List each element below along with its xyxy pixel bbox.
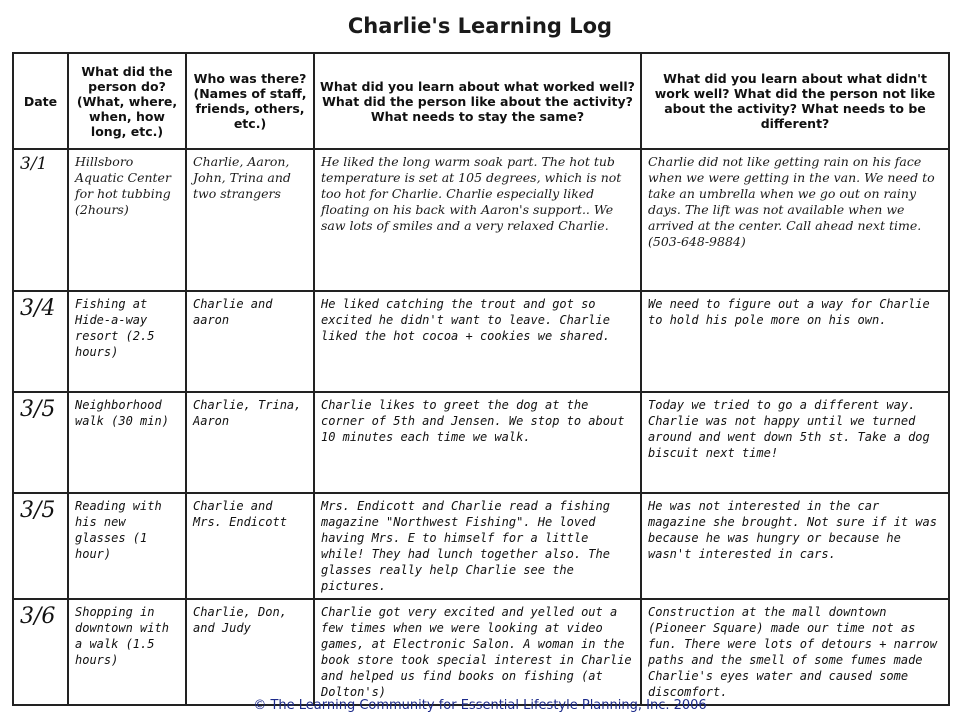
table-row xyxy=(13,493,949,599)
didnt-work-cell: He was not interested in the car magazine she brought. Not sure if it was because he was hungry or because he wasn't interested in cars. xyxy=(641,493,949,599)
who-cell: Charlie, Trina, Aaron xyxy=(186,392,314,493)
column-header-date: Date xyxy=(13,53,68,149)
date-cell xyxy=(13,493,68,599)
worked-well-cell: Mrs. Endicott and Charlie read a fishing magazine "Northwest Fishing". He loved having Mrs. E to himself for a little while! They had lunch together also. The glasses really help Charlie see the pictures. xyxy=(314,493,641,599)
date-value: 3/4 xyxy=(20,296,56,321)
table-row xyxy=(13,599,949,705)
worked-well-cell: He liked the long warm soak part. The hot tub temperature is set at 105 degrees, which is not too hot for Charlie. Charlie especially liked floating on his back with Aaron's support.. We saw lots of smiles and a very relaxed Charlie. xyxy=(314,149,641,291)
date-cell xyxy=(13,291,68,392)
date-cell xyxy=(13,392,68,493)
column-header-who: Who was there? (Names of staff, friends, others, etc.) xyxy=(186,53,314,149)
activity-cell: Neighborhood walk (30 min) xyxy=(68,392,186,493)
date-value: 3/5 xyxy=(20,397,56,422)
who-cell: Charlie and Mrs. Endicott xyxy=(186,493,314,599)
copyright-footer: © The Learning Community for Essential Lifestyle Planning, Inc. 2006 xyxy=(253,698,707,713)
column-header-didnt-work: What did you learn about what didn't work well? What did the person not like about the activity? What needs to be different? xyxy=(641,53,949,149)
worked-well-cell: He liked catching the trout and got so excited he didn't want to leave. Charlie liked the hot cocoa + cookies we shared. xyxy=(314,291,641,392)
activity-cell: Shopping in downtown with a walk (1.5 hours) xyxy=(68,599,186,705)
didnt-work-cell: Charlie did not like getting rain on his face when we were getting in the van. We need to take an umbrella when we go out on rainy days. The lift was not available when we arrived at the center. Call ahead next time. (503-648-9884) xyxy=(641,149,949,291)
activity-cell: Reading with his new glasses (1 hour) xyxy=(68,493,186,599)
date-cell xyxy=(13,149,68,291)
date-value: 3/1 xyxy=(20,154,48,174)
table-row xyxy=(13,149,949,291)
worked-well-cell: Charlie likes to greet the dog at the corner of 5th and Jensen. We stop to about 10 minutes each time we walk. xyxy=(314,392,641,493)
header-row xyxy=(13,53,949,149)
table-row xyxy=(13,392,949,493)
didnt-work-cell: Today we tried to go a different way. Charlie was not happy until we turned around and went down 5th st. Take a dog biscuit next time! xyxy=(641,392,949,493)
column-header-activity: What did the person do? (What, where, when, how long, etc.) xyxy=(68,53,186,149)
activity-cell: Fishing at Hide-a-way resort (2.5 hours) xyxy=(68,291,186,392)
didnt-work-cell: Construction at the mall downtown (Pioneer Square) made our time not as fun. There were lots of detours + narrow paths and the smell of some fumes made Charlie's eyes water and caused some discomfort. xyxy=(641,599,949,705)
who-cell: Charlie, Aaron, John, Trina and two strangers xyxy=(186,149,314,291)
who-cell: Charlie and aaron xyxy=(186,291,314,392)
who-cell: Charlie, Don, and Judy xyxy=(186,599,314,705)
date-cell xyxy=(13,599,68,705)
activity-cell: Hillsboro Aquatic Center for hot tubbing (2hours) xyxy=(68,149,186,291)
learning-log-table xyxy=(12,52,950,706)
column-header-worked-well: What did you learn about what worked well? What did the person like about the activity? What needs to stay the same? xyxy=(314,53,641,149)
page-title: Charlie's Learning Log xyxy=(347,14,613,38)
date-value: 3/6 xyxy=(20,604,56,629)
worked-well-cell: Charlie got very excited and yelled out a few times when we were looking at video games, at Electronic Salon. A woman in the book store took special interest in Charlie and helped us find books on fishing (at Dolton's) xyxy=(314,599,641,705)
date-value: 3/5 xyxy=(20,498,56,523)
table-row xyxy=(13,291,949,392)
didnt-work-cell: We need to figure out a way for Charlie to hold his pole more on his own. xyxy=(641,291,949,392)
